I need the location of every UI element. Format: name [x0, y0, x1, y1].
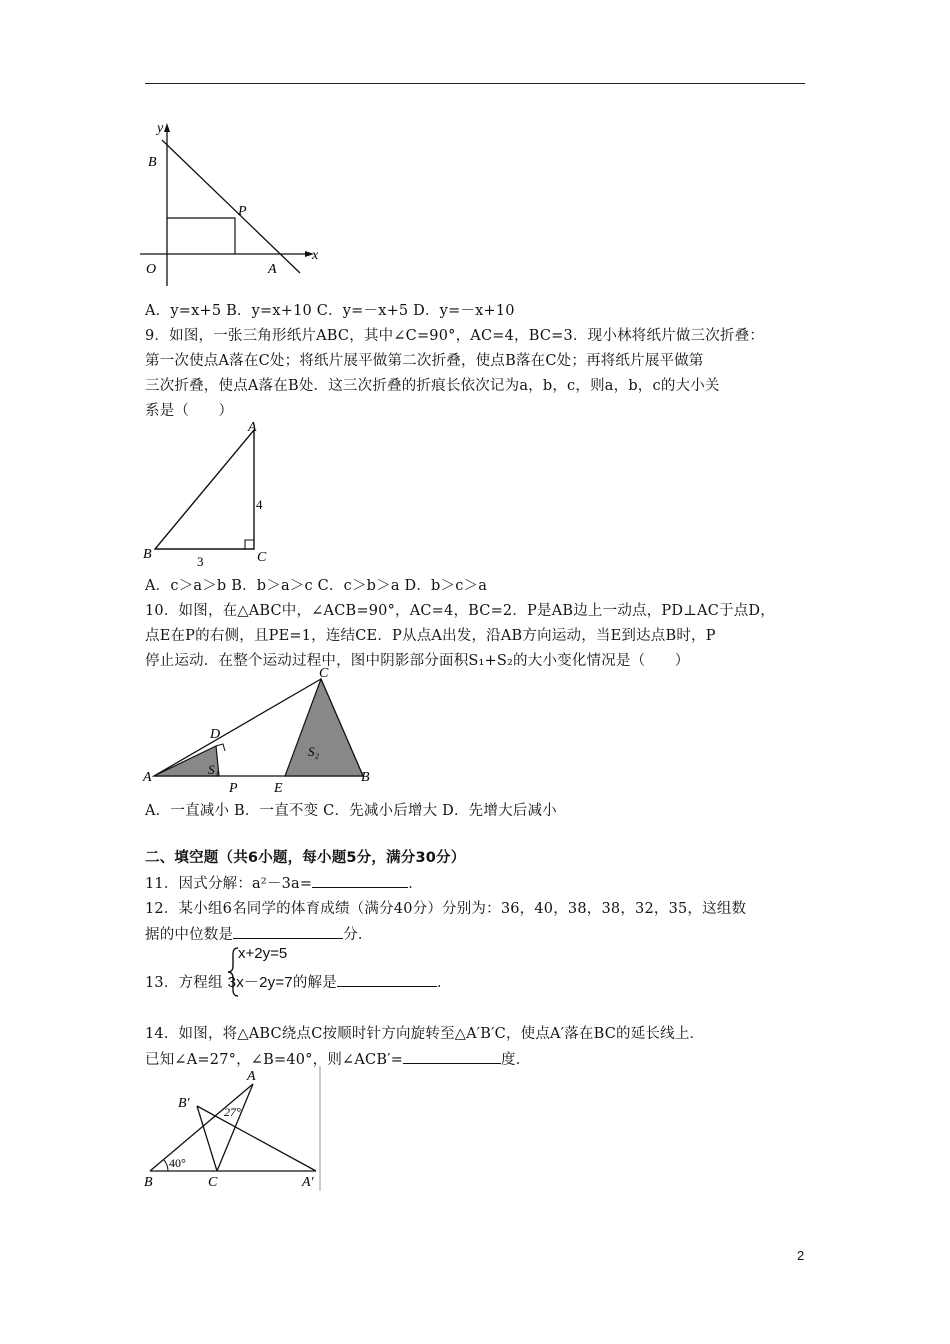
q13-equation-2: 3x－2y=7 — [227, 974, 293, 991]
label-b: B — [143, 547, 152, 562]
q9-line-4: 系是（ ） — [145, 403, 234, 419]
label-s2: S₂ — [308, 744, 320, 759]
q10-line-1: 10．如图，在△ABC中，∠ACB=90°，AC=4，BC=2．P是AB边上一动点，PD⊥AC于点D， — [145, 603, 775, 619]
q8-options: A．y=x+5 B．y=x+10 C．y=－x+5 D．y=－x+10 — [145, 303, 515, 319]
q12-end: 分． — [343, 927, 373, 943]
q14-end: 度． — [501, 1052, 531, 1068]
label-a: A — [247, 1069, 256, 1084]
label-d: D — [210, 727, 221, 742]
q10-figure — [140, 668, 375, 796]
header-rule — [145, 83, 805, 84]
label-c: C — [208, 1175, 218, 1190]
label-p: P — [238, 204, 247, 219]
q13-answer-blank[interactable] — [337, 972, 437, 987]
label-o: O — [146, 262, 157, 277]
q11-text: 11．因式分解：a²－3a= — [145, 876, 313, 892]
label-angle-40: 40° — [169, 1156, 186, 1170]
q13-end: ． — [436, 975, 452, 991]
q12-line-1: 12．某小组6名同学的体育成绩（满分40分）分别为：36，40，38，38，32，35，这组数 — [145, 901, 747, 917]
label-a: A — [268, 262, 277, 277]
label-b: B — [148, 155, 157, 170]
label-b-prime: B′ — [178, 1096, 190, 1111]
label-angle-27: 27° — [224, 1105, 241, 1119]
q9-figure — [140, 418, 275, 568]
label-a: A — [248, 420, 257, 435]
label-side-ac: 4 — [256, 497, 263, 512]
label-b: B — [361, 770, 370, 785]
label-b: B — [144, 1175, 153, 1190]
q9-line-2: 第一次使点A落在C处；将纸片展平做第二次折叠，使点B落在C处；再将纸片展平做第 — [145, 353, 704, 369]
section-2-heading: 二、填空题（共6小题，每小题5分，满分30分） — [145, 850, 466, 866]
q11-end: ． — [408, 876, 423, 892]
q13-equation-1: x+2y=5 — [238, 945, 288, 962]
q10-line-3: 停止运动．在整个运动过程中，图中阴影部分面积S₁+S₂的大小变化情况是（ ） — [145, 653, 690, 669]
q12-answer-blank[interactable] — [233, 924, 343, 939]
q10-line-2: 点E在P的右侧，且PE=1，连结CE．P从点A出发，沿AB方向运动，当E到达点B时，P — [145, 628, 716, 644]
q14-text: 已知∠A=27°，∠B=40°，则∠ACB′= — [145, 1052, 404, 1068]
q13-mid: 的解是 — [292, 975, 337, 991]
label-x: x — [312, 248, 319, 263]
q14-answer-blank[interactable] — [403, 1049, 501, 1064]
label-y: y — [157, 121, 164, 136]
triangle-abc — [155, 430, 254, 549]
label-a-prime: A′ — [302, 1175, 314, 1190]
q13-prefix: 13．方程组 — [145, 975, 223, 991]
label-e: E — [274, 781, 283, 796]
page-number: 2 — [797, 1248, 805, 1263]
q9-line-1: 9．如图，一张三角形纸片ABC，其中∠C=90°，AC=4，BC=3．现小林将纸片做三次折叠： — [145, 328, 765, 344]
q14-figure — [140, 1066, 325, 1191]
q9-line-3: 三次折叠，使点A落在B处．这三次折叠的折痕长依次记为a，b，c，则a，b，c的大小关 — [145, 378, 720, 394]
q10-options: A．一直减小 B．一直不变 C．先减小后增大 D．先增大后减小 — [145, 803, 557, 819]
label-a: A — [143, 770, 152, 785]
label-side-bc: 3 — [197, 554, 204, 568]
q12-text: 据的中位数是 — [145, 927, 234, 943]
q11-answer-blank[interactable] — [312, 873, 408, 888]
q11 — [145, 873, 423, 894]
q8-figure — [140, 118, 325, 288]
label-c: C — [319, 668, 329, 681]
right-angle-mark — [245, 540, 254, 549]
q14-line-1: 14．如图，将△ABC绕点C按顺时针方向旋转至△A′B′C，使点A′落在BC的延长线上． — [145, 1026, 705, 1042]
q9-options: A．c＞a＞b B．b＞a＞c C．c＞b＞a D．b＞c＞a — [145, 578, 488, 594]
label-c: C — [257, 550, 267, 565]
q13 — [145, 972, 452, 993]
label-p: P — [229, 781, 238, 796]
q12-line-2 — [145, 924, 373, 945]
label-s1: S₁ — [208, 762, 220, 777]
